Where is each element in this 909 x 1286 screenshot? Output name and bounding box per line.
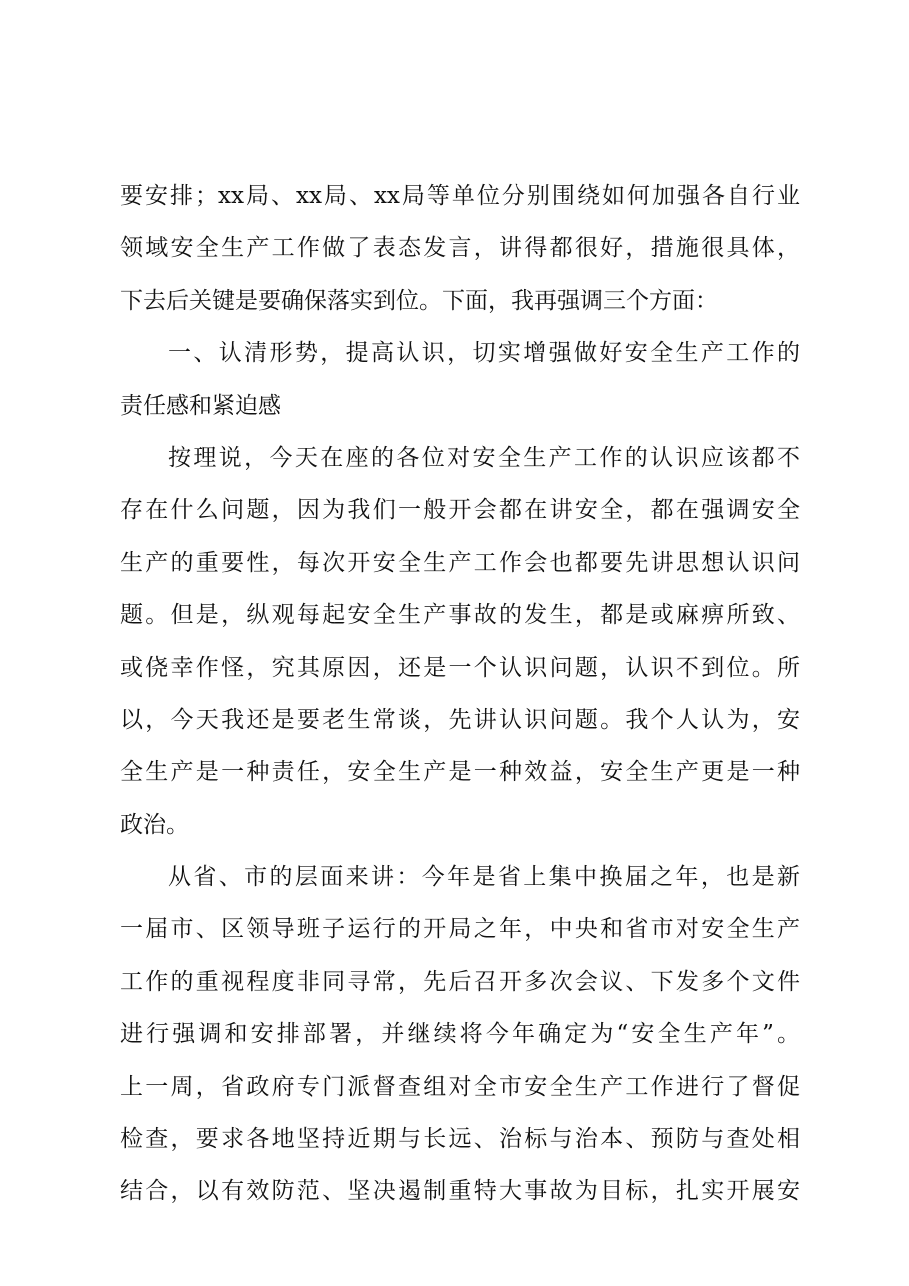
section-heading-line: 一、认清形势，提高认识，切实增强做好安全生产工作的	[168, 340, 800, 367]
text-line: 按理说，今天在座的各位对安全生产工作的认识应该都不	[168, 444, 800, 471]
text-line: 从省、市的层面来讲：今年是省上集中换届之年，也是新	[168, 864, 800, 891]
text-line: 或侥幸作怪，究其原因，还是一个认识问题，认识不到位。所	[120, 654, 800, 681]
text-line: 检查，要求各地坚持近期与长远、治标与治本、预防与查处相	[120, 1126, 800, 1153]
text-line: 以，今天我还是要老生常谈，先讲认识问题。我个人认为，安	[120, 706, 800, 733]
text-line: 领域安全生产工作做了表态发言，讲得都很好，措施很具体，	[120, 235, 800, 262]
text-line: 题。但是，纵观每起安全生产事故的发生，都是或麻痹所致、	[120, 602, 800, 629]
section-heading-line: 责任感和紧迫感	[120, 392, 281, 419]
text-line: 进行强调和安排部署，并继续将今年确定为“安全生产年”。	[120, 1021, 800, 1048]
text-line: 工作的重视程度非同寻常，先后召开多次会议、下发多个文件	[120, 968, 800, 995]
text-line: 上一周，省政府专门派督查组对全市安全生产工作进行了督促	[120, 1073, 800, 1100]
text-line: 政治。	[120, 811, 189, 838]
body-text	[120, 170, 800, 1218]
text-line: 结合，以有效防范、坚决遏制重特大事故为目标，扎实开展安	[120, 1178, 800, 1205]
text-line: 下去后关键是要确保落实到位。下面，我再强调三个方面：	[120, 287, 718, 314]
text-line: 存在什么问题，因为我们一般开会都在讲安全，都在强调安全	[120, 497, 800, 524]
text-line: 生产的重要性，每次开安全生产工作会也都要先讲思想认识问	[120, 549, 800, 576]
text-line: 全生产是一种责任，安全生产是一种效益，安全生产更是一种	[120, 759, 800, 786]
text-line: 一届市、区领导班子运行的开局之年，中央和省市对安全生产	[120, 916, 800, 943]
text-line: 要安排；xx局、xx局、xx局等单位分别围绕如何加强各自行业	[120, 183, 800, 209]
